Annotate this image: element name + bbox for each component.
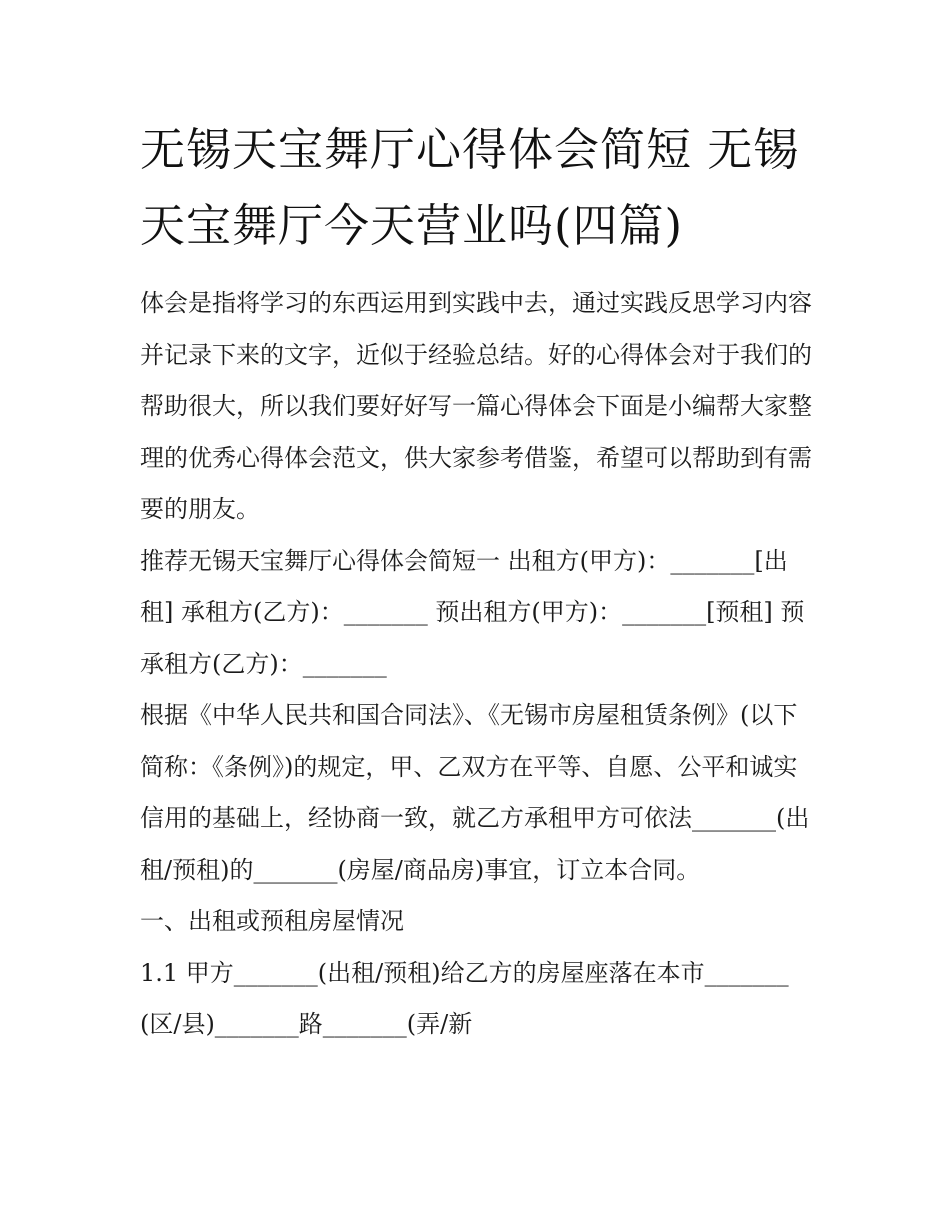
clause-paragraph: 1.1 甲方_______(出租/预租)给乙方的房屋座落在本市_______(区/县)_______路_______(弄/新 <box>140 958 789 1038</box>
parties-paragraph: 推荐无锡天宝舞厅心得体会简短一 出租方(甲方)：_______[出租] 承租方(乙方)：_______ 预出租方(甲方)：_______[预租] 预承租方(乙方)：_______ <box>140 546 805 678</box>
document-body <box>140 278 816 1051</box>
legal-basis-paragraph: 根据《中华人民共和国合同法》、《无锡市房屋租赁条例》(以下简称：《条例》)的规定，甲、乙双方在平等、自愿、公平和诚实信用的基础上，经协商一致，就乙方承租甲方可依法_______(出租/预租)的_______(房屋/商品房)事宜，订立本合同。 <box>140 701 810 884</box>
section-heading: 一、出租或预租房屋情况 <box>140 907 404 935</box>
intro-paragraph: 体会是指将学习的东西运用到实践中去，通过实践反思学习内容并记录下来的文字，近似于经验总结。好的心得体会对于我们的帮助很大，所以我们要好好写一篇心得体会下面是小编帮大家整理的优秀心得体会范文，供大家参考借鉴，希望可以帮助到有需要的朋友。 <box>140 289 812 523</box>
document-page <box>140 112 816 1051</box>
document-title: 无锡天宝舞厅心得体会简短 无锡天宝舞厅今天营业吗(四篇) <box>140 123 800 252</box>
